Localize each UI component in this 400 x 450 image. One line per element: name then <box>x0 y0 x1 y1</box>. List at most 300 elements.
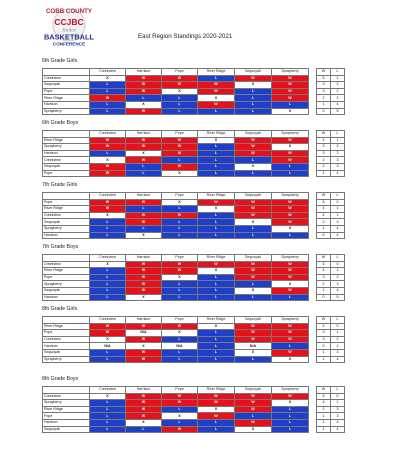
column-header: Pope <box>162 387 198 394</box>
header-blank <box>43 317 90 324</box>
losses-cell: 3 <box>331 281 345 288</box>
wins-cell: 1 <box>317 225 331 232</box>
result-cell: W <box>162 82 198 89</box>
table-row <box>43 261 309 268</box>
result-cell: L <box>126 206 162 213</box>
team-name: Creekview <box>43 261 90 268</box>
result-cell: X <box>272 108 309 115</box>
losses-cell: 4 <box>331 356 345 363</box>
table-row <box>43 212 309 219</box>
table-row <box>43 206 309 213</box>
result-cell: L <box>272 170 309 177</box>
wl-header-row <box>317 387 345 394</box>
result-cell: W <box>198 199 235 206</box>
wl-row <box>317 268 345 275</box>
result-cell: W <box>235 137 272 144</box>
section-title: 7th Grade Girls <box>42 182 78 188</box>
table-row <box>43 101 309 108</box>
team-name: Creekview <box>43 393 90 400</box>
result-cell: L <box>235 413 272 420</box>
header-blank <box>43 387 90 394</box>
result-cell: W <box>90 95 126 102</box>
result-cell: L <box>162 281 198 288</box>
losses-cell: 4 <box>331 225 345 232</box>
result-cell: W <box>235 419 272 426</box>
result-cell: L <box>90 349 126 356</box>
result-cell: N/A <box>126 330 162 337</box>
section-3 <box>42 244 362 299</box>
column-header: Sequoyah <box>235 131 272 138</box>
result-cell: L <box>162 336 198 343</box>
result-cell: L <box>90 356 126 363</box>
result-cell: W <box>126 356 162 363</box>
team-name: Sprayberry <box>43 225 90 232</box>
result-cell: W <box>162 400 198 407</box>
table-row <box>43 137 309 144</box>
team-name: Sequoyah <box>43 82 90 89</box>
results-grid <box>42 68 309 115</box>
table-row <box>43 336 309 343</box>
result-cell: W <box>235 150 272 157</box>
team-name: River Ridge <box>43 95 90 102</box>
result-cell: W <box>198 101 235 108</box>
result-cell: W <box>198 400 235 407</box>
result-cell: W <box>126 157 162 164</box>
losses-cell: 0 <box>331 323 345 330</box>
column-header: Sequoyah <box>235 193 272 200</box>
result-cell: W <box>272 137 309 144</box>
result-cell: W <box>235 406 272 413</box>
results-grid <box>42 130 309 177</box>
result-cell: L <box>272 343 309 350</box>
result-cell: L <box>198 426 235 433</box>
result-cell: L <box>162 406 198 413</box>
result-cell: L <box>162 206 198 213</box>
column-header: Harrison <box>126 387 162 394</box>
result-cell: W <box>235 199 272 206</box>
result-cell: X <box>162 88 198 95</box>
wins-cell: 1 <box>317 287 331 294</box>
table-row <box>43 199 309 206</box>
result-cell: L <box>198 163 235 170</box>
result-cell: L <box>162 219 198 226</box>
results-grid <box>42 386 309 433</box>
result-cell: W <box>90 170 126 177</box>
losses-cell: 2 <box>331 88 345 95</box>
wl-row <box>317 199 345 206</box>
wins-header: W <box>317 69 331 76</box>
column-header: Sequoyah <box>235 387 272 394</box>
wins-cell: 4 <box>317 268 331 275</box>
column-header: River Ridge <box>198 131 235 138</box>
result-cell: X <box>90 336 126 343</box>
table-row <box>43 225 309 232</box>
losses-header: L <box>331 317 345 324</box>
result-cell: N/A <box>235 343 272 350</box>
result-cell: W <box>126 82 162 89</box>
column-header: River Ridge <box>198 69 235 76</box>
result-cell: X <box>162 170 198 177</box>
losses-header: L <box>331 387 345 394</box>
wl-row <box>317 261 345 268</box>
result-cell: W <box>272 219 309 226</box>
result-cell: W <box>198 413 235 420</box>
column-header: Sprayberry <box>272 69 309 76</box>
result-cell: X <box>198 95 235 102</box>
result-cell: W <box>162 150 198 157</box>
result-cell: W <box>126 406 162 413</box>
result-cell: X <box>126 232 162 239</box>
table-row <box>43 75 309 82</box>
win-loss-table <box>316 386 345 433</box>
wins-header: W <box>317 387 331 394</box>
wl-row <box>317 287 345 294</box>
result-cell: L <box>198 349 235 356</box>
result-cell: L <box>198 225 235 232</box>
result-cell: W <box>272 150 309 157</box>
result-cell: L <box>90 274 126 281</box>
wins-cell: 1 <box>317 356 331 363</box>
result-cell: W <box>272 206 309 213</box>
wl-row <box>317 294 345 301</box>
column-header: Pope <box>162 255 198 262</box>
results-grid <box>42 254 309 301</box>
section-0 <box>42 58 362 113</box>
result-cell: L <box>198 330 235 337</box>
wins-cell: 0 <box>317 232 331 239</box>
table-row <box>43 274 309 281</box>
result-cell: L <box>162 356 198 363</box>
result-cell: X <box>162 413 198 420</box>
wins-cell: 5 <box>317 261 331 268</box>
win-loss-table <box>316 68 345 115</box>
result-cell: L <box>90 225 126 232</box>
wl-row <box>317 108 345 115</box>
team-name: River Ridge <box>43 137 90 144</box>
result-cell: X <box>198 268 235 275</box>
result-cell: W <box>90 199 126 206</box>
team-name: Pope <box>43 330 90 337</box>
result-cell: L <box>90 419 126 426</box>
losses-cell: 0 <box>331 393 345 400</box>
column-header: Sprayberry <box>272 193 309 200</box>
table-row <box>43 281 309 288</box>
result-cell: L <box>198 219 235 226</box>
result-cell: L <box>198 356 235 363</box>
result-cell: L <box>90 426 126 433</box>
wins-header: W <box>317 193 331 200</box>
column-header: Pope <box>162 317 198 324</box>
result-cell: W <box>162 144 198 151</box>
result-cell: L <box>90 400 126 407</box>
result-cell: W <box>126 88 162 95</box>
table-row <box>43 393 309 400</box>
result-cell: W <box>272 349 309 356</box>
result-cell: W <box>162 163 198 170</box>
losses-cell: 3 <box>331 406 345 413</box>
win-loss-table <box>316 130 345 177</box>
team-name: Sprayberry <box>43 108 90 115</box>
result-cell: X <box>90 393 126 400</box>
losses-cell: 4 <box>331 170 345 177</box>
result-cell: L <box>198 336 235 343</box>
result-cell: N/A <box>90 343 126 350</box>
result-cell: W <box>272 82 309 89</box>
result-cell: W <box>162 426 198 433</box>
result-cell: L <box>162 287 198 294</box>
table-row <box>43 88 309 95</box>
section-1 <box>42 120 362 175</box>
result-cell: W <box>272 157 309 164</box>
column-header: Sprayberry <box>272 131 309 138</box>
result-cell: L <box>198 75 235 82</box>
losses-cell: 2 <box>331 144 345 151</box>
column-header: Sprayberry <box>272 387 309 394</box>
table-row <box>43 419 309 426</box>
svg-text:Junior: Junior <box>61 27 77 34</box>
result-cell: L <box>235 88 272 95</box>
result-cell: X <box>126 419 162 426</box>
team-name: Sequoyah <box>43 287 90 294</box>
wins-cell: 1 <box>317 349 331 356</box>
wins-cell: 0 <box>317 108 331 115</box>
table-row <box>43 144 309 151</box>
result-cell: X <box>198 323 235 330</box>
result-cell: L <box>126 95 162 102</box>
wl-row <box>317 137 345 144</box>
losses-cell: 1 <box>331 212 345 219</box>
losses-cell: 1 <box>331 330 345 337</box>
result-cell: L <box>90 82 126 89</box>
column-header: River Ridge <box>198 255 235 262</box>
losses-header: L <box>331 193 345 200</box>
losses-cell: 3 <box>331 349 345 356</box>
column-header: Pope <box>162 69 198 76</box>
result-cell: W <box>235 400 272 407</box>
result-cell: W <box>90 163 126 170</box>
result-cell: W <box>90 330 126 337</box>
section-title: 6th Grade Girls <box>42 58 78 64</box>
wins-cell: 1 <box>317 419 331 426</box>
wins-cell: 4 <box>317 323 331 330</box>
wl-row <box>317 75 345 82</box>
result-cell: W <box>126 212 162 219</box>
result-cell: W <box>235 144 272 151</box>
wins-cell: 2 <box>317 95 331 102</box>
result-cell: W <box>162 212 198 219</box>
wl-row <box>317 101 345 108</box>
wins-cell: 3 <box>317 144 331 151</box>
wins-cell: 3 <box>317 150 331 157</box>
page-title: East Region Standings 2020-2021 <box>138 33 233 40</box>
wl-row <box>317 225 345 232</box>
wins-cell: 0 <box>317 343 331 350</box>
result-cell: L <box>198 281 235 288</box>
column-header: Harrison <box>126 317 162 324</box>
result-cell: W <box>198 393 235 400</box>
result-cell: L <box>90 88 126 95</box>
result-cell: L <box>272 419 309 426</box>
result-cell: W <box>126 323 162 330</box>
table-row <box>43 426 309 433</box>
result-cell: L <box>162 419 198 426</box>
team-name: Sprayberry <box>43 281 90 288</box>
header-blank <box>43 193 90 200</box>
team-name: Creekview <box>43 336 90 343</box>
result-cell: L <box>162 157 198 164</box>
wl-row <box>317 232 345 239</box>
result-cell: L <box>272 101 309 108</box>
team-name: Sequoyah <box>43 426 90 433</box>
losses-cell: 1 <box>331 75 345 82</box>
wl-row <box>317 163 345 170</box>
losses-cell: 3 <box>331 219 345 226</box>
losses-cell: 1 <box>331 206 345 213</box>
wl-row <box>317 212 345 219</box>
wins-header: W <box>317 255 331 262</box>
result-cell: X <box>235 426 272 433</box>
result-cell: W <box>126 137 162 144</box>
wl-row <box>317 219 345 226</box>
wl-row <box>317 426 345 433</box>
column-header: Creekview <box>90 193 126 200</box>
result-cell: L <box>198 144 235 151</box>
wins-cell: 2 <box>317 281 331 288</box>
result-cell: W <box>162 75 198 82</box>
wins-cell: 5 <box>317 199 331 206</box>
result-cell: L <box>162 108 198 115</box>
result-cell: L <box>235 281 272 288</box>
result-cell: L <box>235 95 272 102</box>
wins-cell: 4 <box>317 206 331 213</box>
result-cell: W <box>126 274 162 281</box>
header-row <box>43 387 309 394</box>
wins-cell: 3 <box>317 88 331 95</box>
result-cell: L <box>235 157 272 164</box>
result-cell: W <box>235 336 272 343</box>
wins-cell: 2 <box>317 163 331 170</box>
wl-row <box>317 349 345 356</box>
svg-text:COBB COUNTY: COBB COUNTY <box>45 8 93 15</box>
team-name: Pope <box>43 88 90 95</box>
wl-row <box>317 393 345 400</box>
wins-cell: 1 <box>317 170 331 177</box>
wl-row <box>317 95 345 102</box>
wl-row <box>317 170 345 177</box>
result-cell: W <box>235 330 272 337</box>
result-cell: W <box>162 137 198 144</box>
result-cell: W <box>90 137 126 144</box>
column-header: River Ridge <box>198 317 235 324</box>
column-header: Pope <box>162 131 198 138</box>
result-cell: W <box>272 212 309 219</box>
column-header: Harrison <box>126 69 162 76</box>
section-5 <box>42 376 362 431</box>
result-cell: L <box>162 232 198 239</box>
result-cell: L <box>235 101 272 108</box>
team-name: Harrison <box>43 343 90 350</box>
result-cell: L <box>272 232 309 239</box>
column-header: River Ridge <box>198 193 235 200</box>
result-cell: X <box>90 75 126 82</box>
result-cell: L <box>162 225 198 232</box>
wins-header: W <box>317 131 331 138</box>
result-cell: X <box>90 157 126 164</box>
losses-cell: 2 <box>331 343 345 350</box>
result-cell: W <box>126 268 162 275</box>
wins-cell: 2 <box>317 219 331 226</box>
section-title: 8th Grade Girls <box>42 306 78 312</box>
svg-text:BASKETBALL: BASKETBALL <box>43 32 95 42</box>
wl-row <box>317 82 345 89</box>
result-cell: L <box>272 294 309 301</box>
result-cell: L <box>235 232 272 239</box>
result-cell: L <box>235 294 272 301</box>
result-cell: X <box>235 82 272 89</box>
svg-text:CONFERENCE: CONFERENCE <box>52 41 86 47</box>
team-name: Creekview <box>43 212 90 219</box>
table-row <box>43 268 309 275</box>
result-cell: L <box>126 225 162 232</box>
result-cell: W <box>90 206 126 213</box>
result-cell: X <box>126 294 162 301</box>
losses-cell: 4 <box>331 287 345 294</box>
wl-row <box>317 419 345 426</box>
wins-cell: 4 <box>317 212 331 219</box>
result-cell: W <box>90 323 126 330</box>
losses-header: L <box>331 69 345 76</box>
result-cell: L <box>90 101 126 108</box>
header-row <box>43 255 309 262</box>
wl-row <box>317 206 345 213</box>
losses-cell: 4 <box>331 232 345 239</box>
result-cell: W <box>126 108 162 115</box>
losses-cell: 2 <box>331 150 345 157</box>
wins-cell: 2 <box>317 406 331 413</box>
losses-cell: 1 <box>331 137 345 144</box>
result-cell: W <box>235 75 272 82</box>
wins-cell: 4 <box>317 137 331 144</box>
result-cell: X <box>126 101 162 108</box>
losses-cell: 3 <box>331 95 345 102</box>
result-cell: W <box>272 393 309 400</box>
table-row <box>43 232 309 239</box>
table-row <box>43 108 309 115</box>
wl-header-row <box>317 69 345 76</box>
table-row <box>43 95 309 102</box>
team-name: River Ridge <box>43 206 90 213</box>
result-cell: L <box>198 170 235 177</box>
win-loss-table <box>316 192 345 239</box>
result-cell: L <box>90 281 126 288</box>
wins-cell: 5 <box>317 393 331 400</box>
wl-row <box>317 281 345 288</box>
wins-cell: 1 <box>317 426 331 433</box>
result-cell: X <box>198 137 235 144</box>
result-cell: W <box>272 274 309 281</box>
result-cell: L <box>198 294 235 301</box>
losses-cell: 3 <box>331 157 345 164</box>
table-row <box>43 406 309 413</box>
table-row <box>43 163 309 170</box>
column-header: Creekview <box>90 131 126 138</box>
result-cell: L <box>126 170 162 177</box>
section-4 <box>42 306 362 361</box>
result-cell: W <box>235 393 272 400</box>
result-cell: L <box>90 268 126 275</box>
section-title: 8th Grade Boys <box>42 376 79 382</box>
result-cell: L <box>90 406 126 413</box>
